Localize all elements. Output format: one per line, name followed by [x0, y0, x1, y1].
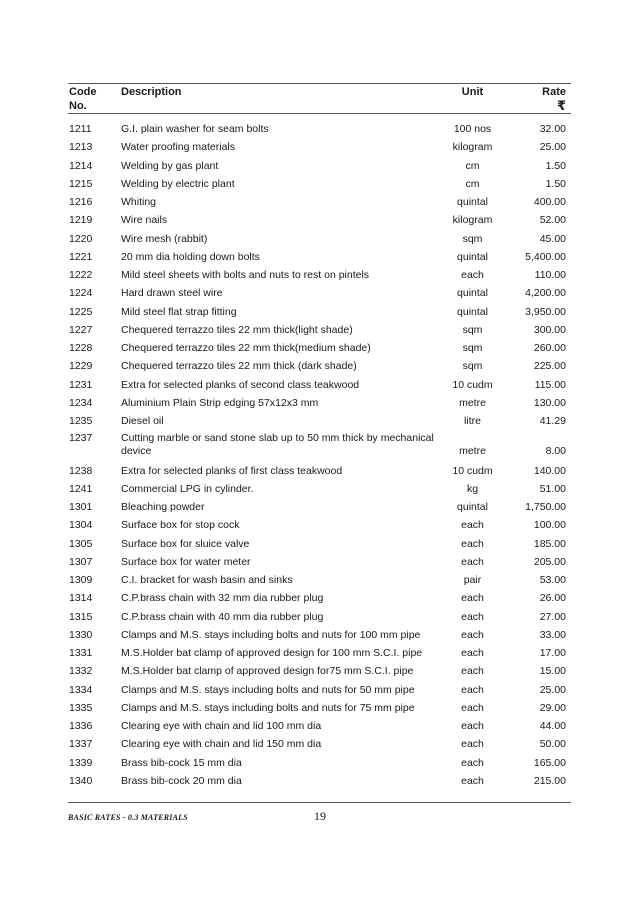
row-description: Brass bib-cock 20 mm dia — [121, 774, 242, 787]
row-unit: each — [461, 647, 484, 659]
row-code: 1331 — [69, 647, 93, 659]
row-unit: quintal — [457, 501, 488, 513]
row-rate: 205.00 — [533, 555, 566, 568]
row-code: 1234 — [69, 396, 93, 409]
row-unit: quintal — [457, 305, 488, 318]
row-code: 1241 — [69, 482, 93, 495]
row-description: Wire mesh (rabbit) — [121, 232, 208, 245]
row-unit: metre — [459, 445, 486, 458]
row-description: Clamps and M.S. stays including bolts and nuts for 75 mm pipe — [121, 701, 415, 714]
table-row — [0, 177, 638, 191]
row-description: C.P.brass chain with 32 mm dia rubber plug — [121, 592, 324, 605]
row-rate: 52.00 — [539, 214, 566, 227]
row-rate: 130.00 — [533, 396, 566, 409]
row-code: 1229 — [69, 360, 93, 373]
table-row — [0, 537, 638, 551]
row-code: 1307 — [69, 555, 93, 568]
footer-page-number: 19 — [314, 809, 326, 823]
header-code-line1: Code — [69, 86, 97, 98]
table-row — [0, 122, 638, 136]
row-unit: sqm — [462, 323, 483, 336]
row-unit: sqm — [462, 360, 483, 373]
table-row — [0, 195, 638, 209]
row-rate: 1,750.00 — [525, 501, 566, 513]
table-row — [0, 719, 638, 733]
table-row — [0, 573, 638, 587]
row-description: Surface box for stop cock — [121, 519, 240, 532]
table-row — [0, 482, 638, 496]
row-unit: metre — [459, 396, 486, 409]
row-unit: quintal — [457, 250, 488, 263]
row-unit: cm — [465, 177, 480, 190]
row-rate: 300.00 — [533, 323, 566, 336]
row-unit: quintal — [457, 287, 488, 300]
row-code: 1305 — [69, 537, 93, 550]
row-rate: 25.00 — [539, 683, 566, 696]
row-unit: each — [461, 665, 484, 678]
row-rate: 27.00 — [539, 610, 566, 623]
row-code: 1216 — [69, 196, 93, 208]
row-description: Chequered terrazzo tiles 22 mm thick(light shade) — [121, 323, 353, 336]
table-row — [0, 213, 638, 227]
row-code: 1231 — [69, 378, 93, 391]
row-description: Whiting — [121, 196, 157, 208]
row-unit: each — [461, 683, 484, 696]
table-row — [0, 378, 638, 392]
table-row — [0, 268, 638, 282]
row-description: Clearing eye with chain and lid 150 mm dia — [121, 738, 322, 751]
row-description: Aluminium Plain Strip edging 57x12x3 mm — [121, 396, 319, 409]
row-code: 1214 — [69, 159, 93, 172]
row-rate: 32.00 — [539, 123, 566, 135]
row-rate: 185.00 — [533, 537, 566, 550]
header-code-line2: No. — [69, 100, 87, 112]
row-rate: 50.00 — [539, 738, 566, 751]
row-code: 1213 — [69, 141, 93, 154]
table-row — [0, 664, 638, 678]
row-rate: 165.00 — [533, 756, 566, 769]
row-unit: litre — [464, 415, 481, 427]
row-code: 1238 — [69, 464, 93, 477]
row-code: 1314 — [69, 592, 93, 605]
table-row — [0, 396, 638, 410]
row-rate: 225.00 — [533, 360, 566, 373]
row-code: 1335 — [69, 701, 93, 714]
row-description: Extra for selected planks of first class teakwood — [121, 464, 343, 477]
row-rate: 51.00 — [539, 482, 566, 495]
row-rate: 45.00 — [539, 232, 566, 245]
row-code: 1339 — [69, 756, 93, 769]
table-row — [0, 683, 638, 697]
row-rate: 53.00 — [539, 574, 566, 586]
row-rate: 4,200.00 — [525, 287, 566, 300]
row-description: Welding by electric plant — [121, 177, 235, 190]
row-unit: pair — [463, 574, 482, 586]
table-row — [0, 500, 638, 514]
row-code: 1334 — [69, 683, 93, 696]
row-description: Chequered terrazzo tiles 22 mm thick (dark shade) — [121, 360, 357, 373]
table-bottom-rule — [68, 802, 571, 803]
row-rate: 3,950.00 — [525, 305, 566, 318]
row-code: 1304 — [69, 519, 93, 532]
row-unit: each — [461, 592, 484, 605]
table-row — [0, 232, 638, 246]
row-rate: 140.00 — [533, 464, 566, 477]
row-description: Surface box for sluice valve — [121, 537, 250, 550]
table-row — [0, 628, 638, 642]
row-code: 1330 — [69, 628, 93, 641]
row-description: Chequered terrazzo tiles 22 mm thick(medium shade) — [121, 342, 371, 354]
row-description: Extra for selected planks of second class teakwood — [121, 378, 360, 391]
row-rate: 5,400.00 — [525, 250, 566, 263]
row-code: 1309 — [69, 574, 93, 586]
row-rate: 260.00 — [533, 342, 566, 354]
row-rate: 44.00 — [539, 720, 566, 732]
row-unit: each — [461, 738, 484, 751]
row-code: 1211 — [69, 123, 92, 135]
row-code: 1227 — [69, 323, 93, 336]
row-rate: 17.00 — [539, 647, 566, 659]
row-rate: 25.00 — [539, 141, 566, 154]
row-description: Clearing eye with chain and lid 100 mm dia — [121, 720, 322, 732]
table-row — [0, 591, 638, 605]
row-unit: kilogram — [452, 141, 493, 154]
row-description: C.P.brass chain with 40 mm dia rubber plug — [121, 610, 324, 623]
row-description: Clamps and M.S. stays including bolts and nuts for 50 mm pipe — [121, 683, 415, 696]
row-code: 1220 — [69, 232, 93, 245]
row-code: 1340 — [69, 774, 93, 787]
row-rate: 110.00 — [534, 269, 566, 281]
table-row — [0, 414, 638, 428]
row-rate: 33.00 — [539, 628, 566, 641]
row-description: Cutting marble or sand stone slab up to 50 mm thick by mechanical device — [121, 432, 434, 458]
row-rate: 100.00 — [533, 519, 566, 532]
row-unit: each — [461, 269, 484, 281]
table-row — [0, 756, 638, 770]
row-unit: each — [461, 774, 484, 787]
row-rate: 1.50 — [545, 177, 566, 190]
row-rate: 26.00 — [539, 592, 566, 605]
table-row — [0, 359, 638, 373]
row-code: 1315 — [69, 610, 93, 623]
row-unit: each — [461, 756, 484, 769]
table-row — [0, 140, 638, 154]
table-row — [0, 646, 638, 660]
row-rate: 400.00 — [533, 196, 566, 208]
table-row — [0, 610, 638, 624]
row-description: Clamps and M.S. stays including bolts and nuts for 100 mm pipe — [121, 628, 421, 641]
row-description: C.I. bracket for wash basin and sinks — [121, 574, 293, 586]
row-unit: cm — [465, 159, 480, 172]
row-code: 1228 — [69, 342, 93, 354]
row-rate: 41.29 — [539, 415, 566, 427]
row-unit: kg — [466, 482, 479, 495]
row-description: Commercial LPG in cylinder. — [121, 482, 254, 495]
table-row — [0, 518, 638, 532]
row-description: Wire nails — [121, 214, 168, 227]
row-description: 20 mm dia holding down bolts — [121, 250, 260, 263]
row-code: 1221 — [69, 250, 93, 263]
row-unit: 10 cudm — [452, 464, 493, 477]
row-description: M.S.Holder bat clamp of approved design for75 mm S.C.I. pipe — [121, 665, 414, 678]
row-description: Water proofing materials — [121, 141, 235, 154]
row-unit: sqm — [462, 342, 483, 354]
table-row — [0, 464, 638, 478]
row-description: Brass bib-cock 15 mm dia — [121, 756, 242, 769]
row-unit: each — [461, 628, 484, 641]
header-rate-label: Rate — [542, 86, 566, 98]
table-row — [0, 323, 638, 337]
row-code: 1225 — [69, 305, 93, 318]
row-description: Mild steel flat strap fitting — [121, 305, 237, 318]
row-unit: each — [461, 701, 484, 714]
row-code: 1224 — [69, 287, 93, 300]
table-row — [0, 432, 638, 458]
row-code: 1337 — [69, 738, 93, 751]
table-row — [0, 774, 638, 788]
row-code: 1215 — [69, 177, 93, 190]
row-rate: 215.00 — [533, 774, 566, 787]
row-unit: kilogram — [452, 214, 493, 227]
table-row — [0, 737, 638, 751]
row-description: Bleaching powder — [121, 501, 205, 513]
row-code: 1332 — [69, 665, 93, 678]
row-code: 1237 — [69, 432, 93, 445]
row-description: Hard drawn steel wire — [121, 287, 223, 300]
table-row — [0, 305, 638, 319]
row-code: 1336 — [69, 720, 93, 732]
row-unit: each — [461, 537, 484, 550]
row-code: 1219 — [69, 214, 93, 227]
row-rate: 115.00 — [534, 378, 566, 391]
table-row — [0, 555, 638, 569]
row-description: Mild steel sheets with bolts and nuts to rest on pintels — [121, 269, 370, 281]
row-description: Welding by gas plant — [121, 159, 219, 172]
row-unit: 100 nos — [453, 123, 492, 135]
row-unit: each — [461, 610, 484, 623]
row-unit: sqm — [462, 232, 483, 245]
header-description: Description — [121, 86, 182, 98]
row-code: 1301 — [69, 501, 93, 513]
row-unit: each — [461, 555, 484, 568]
table-row — [0, 159, 638, 173]
row-rate: 29.00 — [539, 701, 566, 714]
rupee-symbol: ₹ — [556, 98, 566, 113]
row-code: 1235 — [69, 415, 93, 427]
table-row — [0, 250, 638, 264]
table-row — [0, 701, 638, 715]
row-rate: 1.50 — [545, 159, 566, 172]
row-description: M.S.Holder bat clamp of approved design for 100 mm S.C.I. pipe — [121, 647, 423, 659]
header-unit: Unit — [461, 86, 484, 98]
row-description: Diesel oil — [121, 415, 164, 427]
row-unit: each — [461, 720, 484, 732]
table-row — [0, 341, 638, 355]
row-unit: each — [461, 519, 484, 532]
row-code: 1222 — [69, 269, 93, 281]
row-unit: 10 cudm — [452, 378, 493, 391]
row-description: Surface box for water meter — [121, 555, 251, 568]
footer-section-title: BASIC RATES - 0.3 MATERIALS — [68, 813, 188, 822]
table-row — [0, 286, 638, 300]
row-description: G.I. plain washer for seam bolts — [121, 123, 269, 135]
row-rate: 15.00 — [539, 665, 566, 678]
row-unit: quintal — [457, 196, 488, 208]
row-rate: 8.00 — [545, 445, 566, 458]
